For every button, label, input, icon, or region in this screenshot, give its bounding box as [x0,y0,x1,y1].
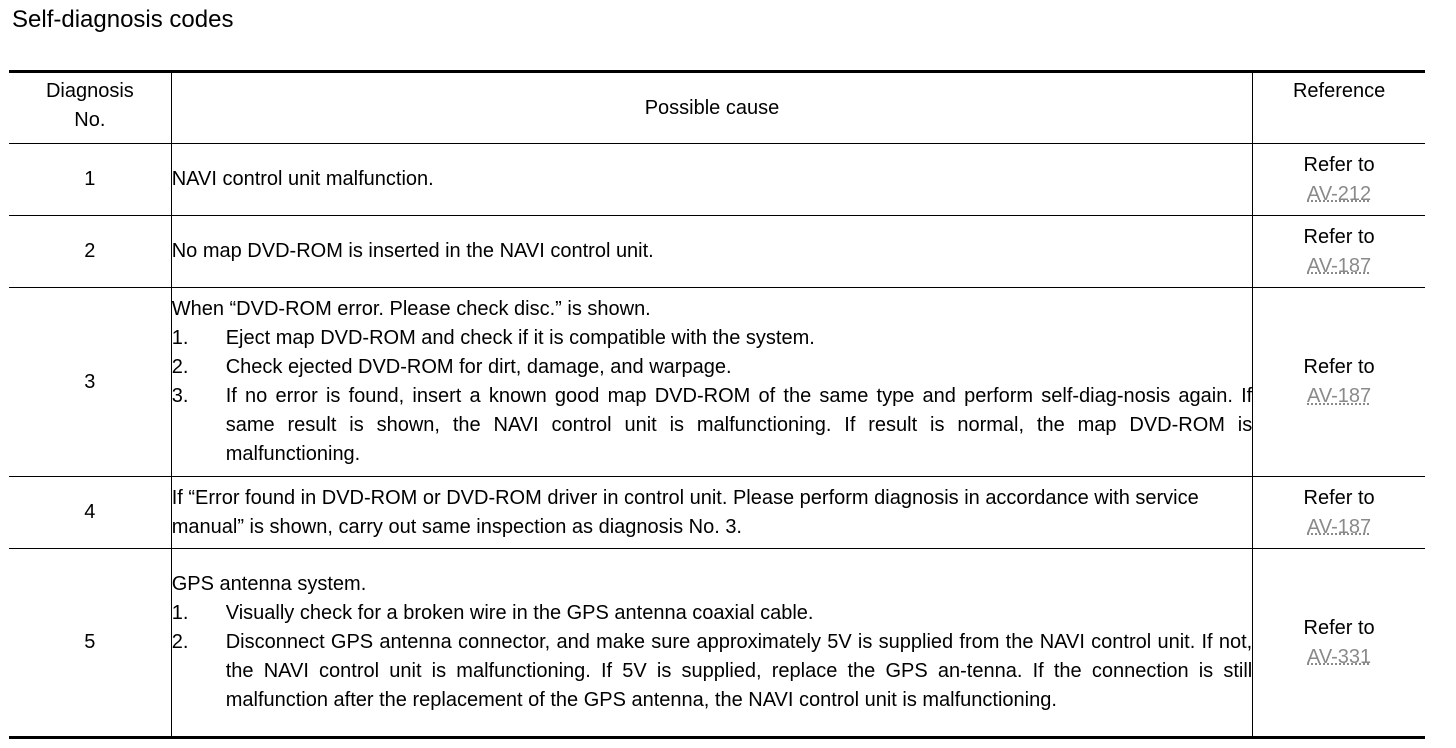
step-text: If no error is found, insert a known good map DVD-ROM of the same type and perform self-diag-nosis again. If same result is shown, the NAVI control unit is malfunctioning. If result is normal, the map DVD-ROM is malfunctioning. [225,385,1253,465]
step-text: Eject map DVD-ROM and check if it is compatible with the system. [225,327,815,349]
step-text: Visually check for a broken wire in the GPS antenna coaxial cable. [225,602,814,624]
possible-cause [171,549,1253,738]
table-row [9,216,1425,288]
header-possible-cause: Possible cause [171,72,1253,144]
header-diagnosis-no [9,72,171,144]
header-diagnosis-line2: No. [74,109,106,131]
header-diagnosis-line1: Diagnosis [45,80,134,102]
diagnosis-number: 3 [9,288,171,477]
reference-text: Refer to [1303,616,1375,639]
reference-link[interactable]: AV-187 [1307,515,1372,538]
step-text: Check ejected DVD-ROM for dirt, damage, and warpage. [225,356,732,378]
step-list [172,324,1253,469]
reference-link[interactable]: AV-187 [1307,254,1372,277]
step-number: 1. [171,327,189,349]
list-item [172,599,1253,628]
reference-text: Refer to [1303,153,1375,176]
possible-cause [171,288,1253,477]
header-reference: Reference [1253,72,1425,144]
list-item [172,382,1253,469]
cause-intro: GPS antenna system. [171,573,367,595]
reference-cell [1253,288,1425,477]
cause-intro: No map DVD-ROM is inserted in the NAVI control unit. [171,240,654,262]
reference-text: Refer to [1303,486,1375,509]
step-list [172,599,1253,715]
possible-cause [171,477,1253,549]
reference-link[interactable]: AV-212 [1307,182,1372,205]
reference-cell [1253,216,1425,288]
step-number: 2. [171,356,189,378]
diagnosis-number: 1 [9,144,171,216]
cause-intro: If “Error found in DVD-ROM or DVD-ROM driver in control unit. Please perform diagnosis in accordance with service manual” is shown, carry out same inspection as diagnosis No. 3. [171,486,1199,538]
table-row [9,144,1425,216]
diagnosis-number: 5 [9,549,171,738]
self-diagnosis-table [9,70,1425,739]
list-item [172,324,1253,353]
table-header-row [9,72,1425,144]
cause-intro: When “DVD-ROM error. Please check disc.” is shown. [171,298,651,320]
table-row [9,288,1425,477]
page-title: Self-diagnosis codes [12,6,234,33]
reference-link[interactable]: AV-331 [1307,645,1372,668]
table-row [9,549,1425,738]
list-item [172,353,1253,382]
reference-cell [1253,549,1425,738]
possible-cause [171,216,1253,288]
diagnosis-number: 2 [9,216,171,288]
reference-text: Refer to [1303,356,1375,378]
reference-cell [1253,477,1425,549]
cause-intro: NAVI control unit malfunction. [171,168,434,190]
diagnosis-number: 4 [9,477,171,549]
step-text: Disconnect GPS antenna connector, and make sure approximately 5V is supplied from the NAVI control unit. If not, the NAVI control unit is malfunctioning. If 5V is supplied, replace the GPS an-tenna. If the connection is still malfunction after the replacement of the GPS antenna, the NAVI control unit is malfunctioning. [225,631,1253,711]
reference-text: Refer to [1303,225,1375,248]
reference-link[interactable]: AV-187 [1307,385,1372,407]
step-number: 1. [171,602,189,624]
possible-cause [171,144,1253,216]
step-number: 3. [171,385,189,407]
table-row [9,477,1425,549]
list-item [172,628,1253,715]
reference-cell [1253,144,1425,216]
step-number: 2. [171,631,189,653]
